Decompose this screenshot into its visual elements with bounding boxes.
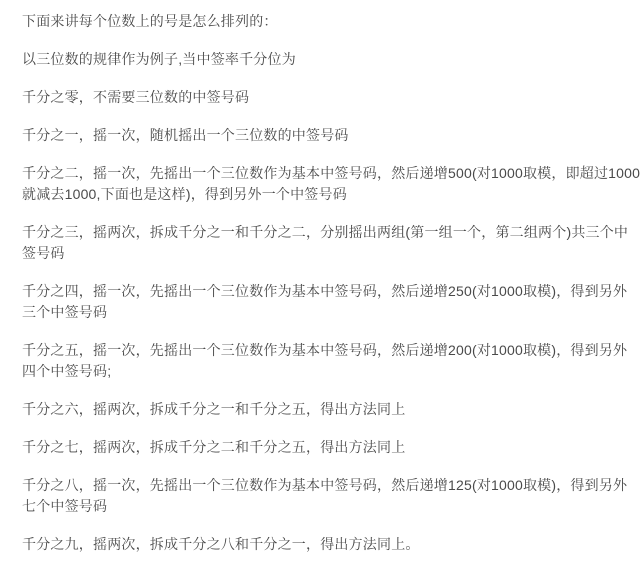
- paragraph-rate-6: [22, 399, 616, 420]
- text-line: 千分之零，不需要三位数的中签号码: [22, 89, 250, 105]
- text-line: 以三位数的规律作为例子,当中签率千分位为: [22, 51, 296, 67]
- paragraph-rate-9: [22, 534, 616, 555]
- text-line: 千分之六，摇两次，拆成千分之一和千分之五，得出方法同上: [22, 401, 406, 417]
- text-line: 千分之七，摇两次，拆成千分之二和千分之五，得出方法同上: [22, 439, 406, 455]
- text-line: 下面来讲每个位数上的号是怎么排列的：: [22, 13, 278, 29]
- text-line: 四个中签号码;: [22, 363, 112, 379]
- text-line: 千分之四，摇一次，先摇出一个三位数作为基本中签号码，然后递增250(对1000取模)，得到另外: [22, 283, 628, 299]
- paragraph-rate-8: [22, 475, 628, 517]
- text-line: 千分之三，摇两次，拆成千分之一和千分之二，分别摇出两组(第一组一个，第二组两个)共三个中: [22, 224, 629, 240]
- text-line: 千分之九，摇两次，拆成千分之八和千分之一，得出方法同上。: [22, 536, 420, 552]
- text-line: 千分之五，摇一次，先摇出一个三位数作为基本中签号码，然后递增200(对1000取模)，得到另外: [22, 342, 628, 358]
- text-line: 七个中签号码: [22, 498, 108, 514]
- paragraph-rate-0: [22, 87, 616, 108]
- paragraph-rate-2: [22, 163, 640, 205]
- text-line: 就减去1000,下面也是这样)，得到另外一个中签号码: [22, 186, 347, 202]
- paragraph-example-note: [22, 49, 616, 70]
- paragraph-intro: [22, 11, 616, 32]
- paragraph-rate-5: [22, 340, 628, 382]
- paragraph-rate-4: [22, 281, 628, 323]
- text-line: 千分之二，摇一次，先摇出一个三位数作为基本中签号码，然后递增500(对1000取模，即超过1000: [22, 165, 640, 181]
- text-line: 三个中签号码: [22, 304, 108, 320]
- text-line: 千分之一，摇一次，随机摇出一个三位数的中签号码: [22, 127, 349, 143]
- text-line: 千分之八，摇一次，先摇出一个三位数作为基本中签号码，然后递增125(对1000取模)，得到另外: [22, 477, 628, 493]
- paragraph-rate-3: [22, 222, 629, 264]
- paragraph-rate-1: [22, 125, 616, 146]
- paragraph-rate-7: [22, 437, 616, 458]
- text-line: 签号码: [22, 245, 65, 261]
